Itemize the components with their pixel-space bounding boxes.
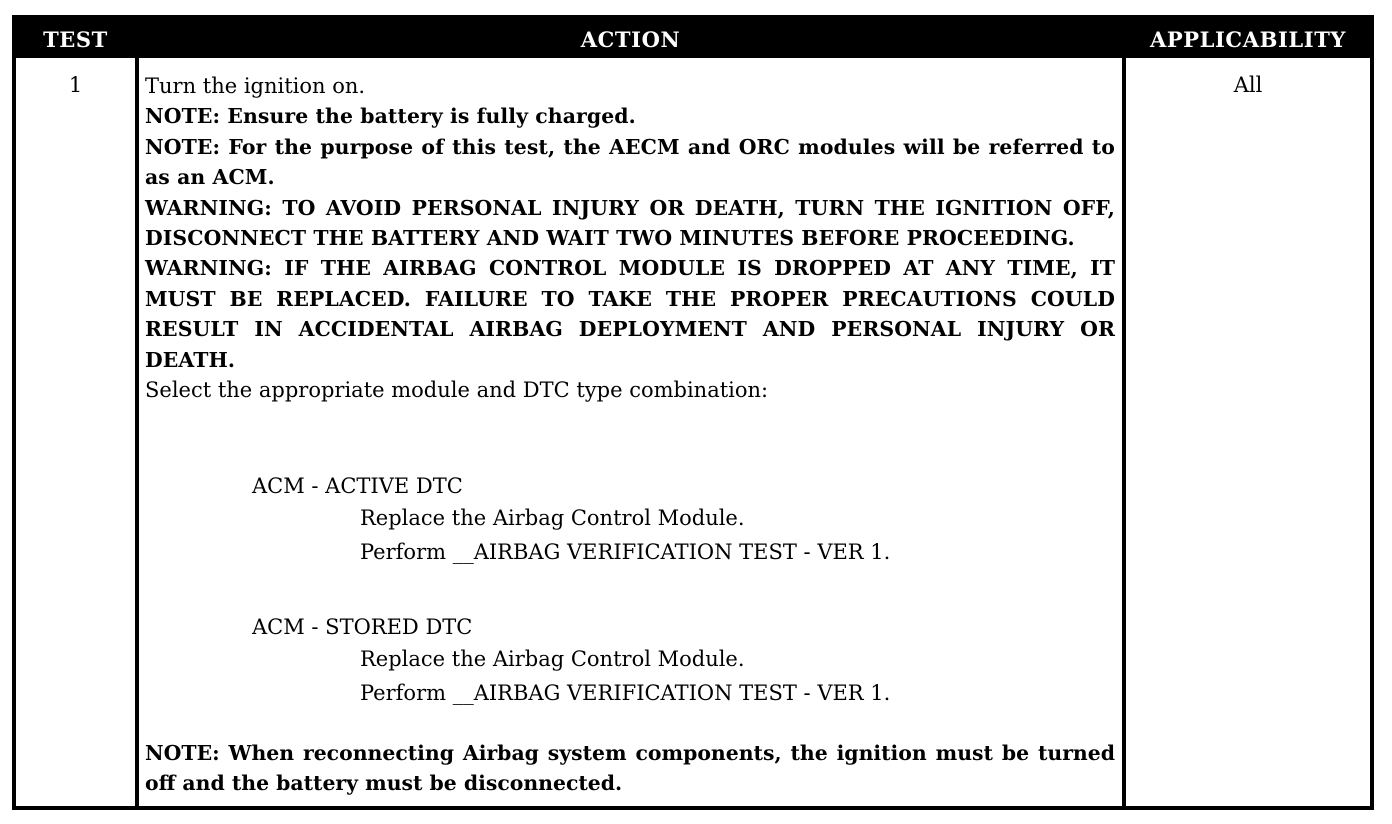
- option-step: Perform __AIRBAG VERIFICATION TEST - VER 1.: [360, 681, 891, 705]
- note-acm: NOTE: For the purpose of this test, the AECM and ORC modules will be referred to as an ACM.: [145, 134, 1115, 190]
- test-number: 1: [68, 73, 83, 97]
- option-step: Perform __AIRBAG VERIFICATION TEST - VER 1.: [360, 540, 891, 564]
- header-test: TEST: [43, 27, 108, 52]
- diagnostic-test-table: [12, 15, 1374, 810]
- option-step: Replace the Airbag Control Module.: [360, 647, 745, 671]
- option-stored-dtc: [252, 610, 890, 712]
- option-active-dtc: [252, 469, 890, 571]
- table-header-row: [16, 19, 1370, 58]
- option-step: Replace the Airbag Control Module.: [360, 506, 745, 530]
- warning-ignition: WARNING: TO AVOID PERSONAL INJURY OR DEATH, TURN THE IGNITION OFF, DISCONNECT THE BATTERY AND WAIT TWO MINUTES BEFORE PROCEEDING.: [145, 195, 1115, 251]
- warning-dropped-module: WARNING: IF THE AIRBAG CONTROL MODULE IS DROPPED AT ANY TIME, IT MUST BE REPLACED. FAILURE TO TAKE THE PROPER PRECAUTIONS COULD RESULT IN ACCIDENTAL AIRBAG DEPLOYMENT AND PERSONAL INJURY OR DEATH.: [145, 256, 1115, 372]
- applicability-value: All: [1233, 73, 1263, 97]
- option-condition: ACM - ACTIVE DTC: [252, 474, 463, 498]
- step-text: Turn the ignition on.: [145, 74, 366, 98]
- option-condition: ACM - STORED DTC: [252, 615, 473, 639]
- header-applicability: APPLICABILITY: [1149, 27, 1347, 52]
- column-divider: [1122, 58, 1126, 806]
- column-divider: [135, 58, 139, 806]
- note-battery: NOTE: Ensure the battery is fully charged.: [145, 104, 636, 129]
- header-action: ACTION: [580, 27, 681, 52]
- select-prompt: Select the appropriate module and DTC type combination:: [145, 378, 769, 403]
- note-reconnecting: NOTE: When reconnecting Airbag system components, the ignition must be turned off and the battery must be disconnected.: [145, 741, 1115, 796]
- action-text: [145, 71, 1115, 405]
